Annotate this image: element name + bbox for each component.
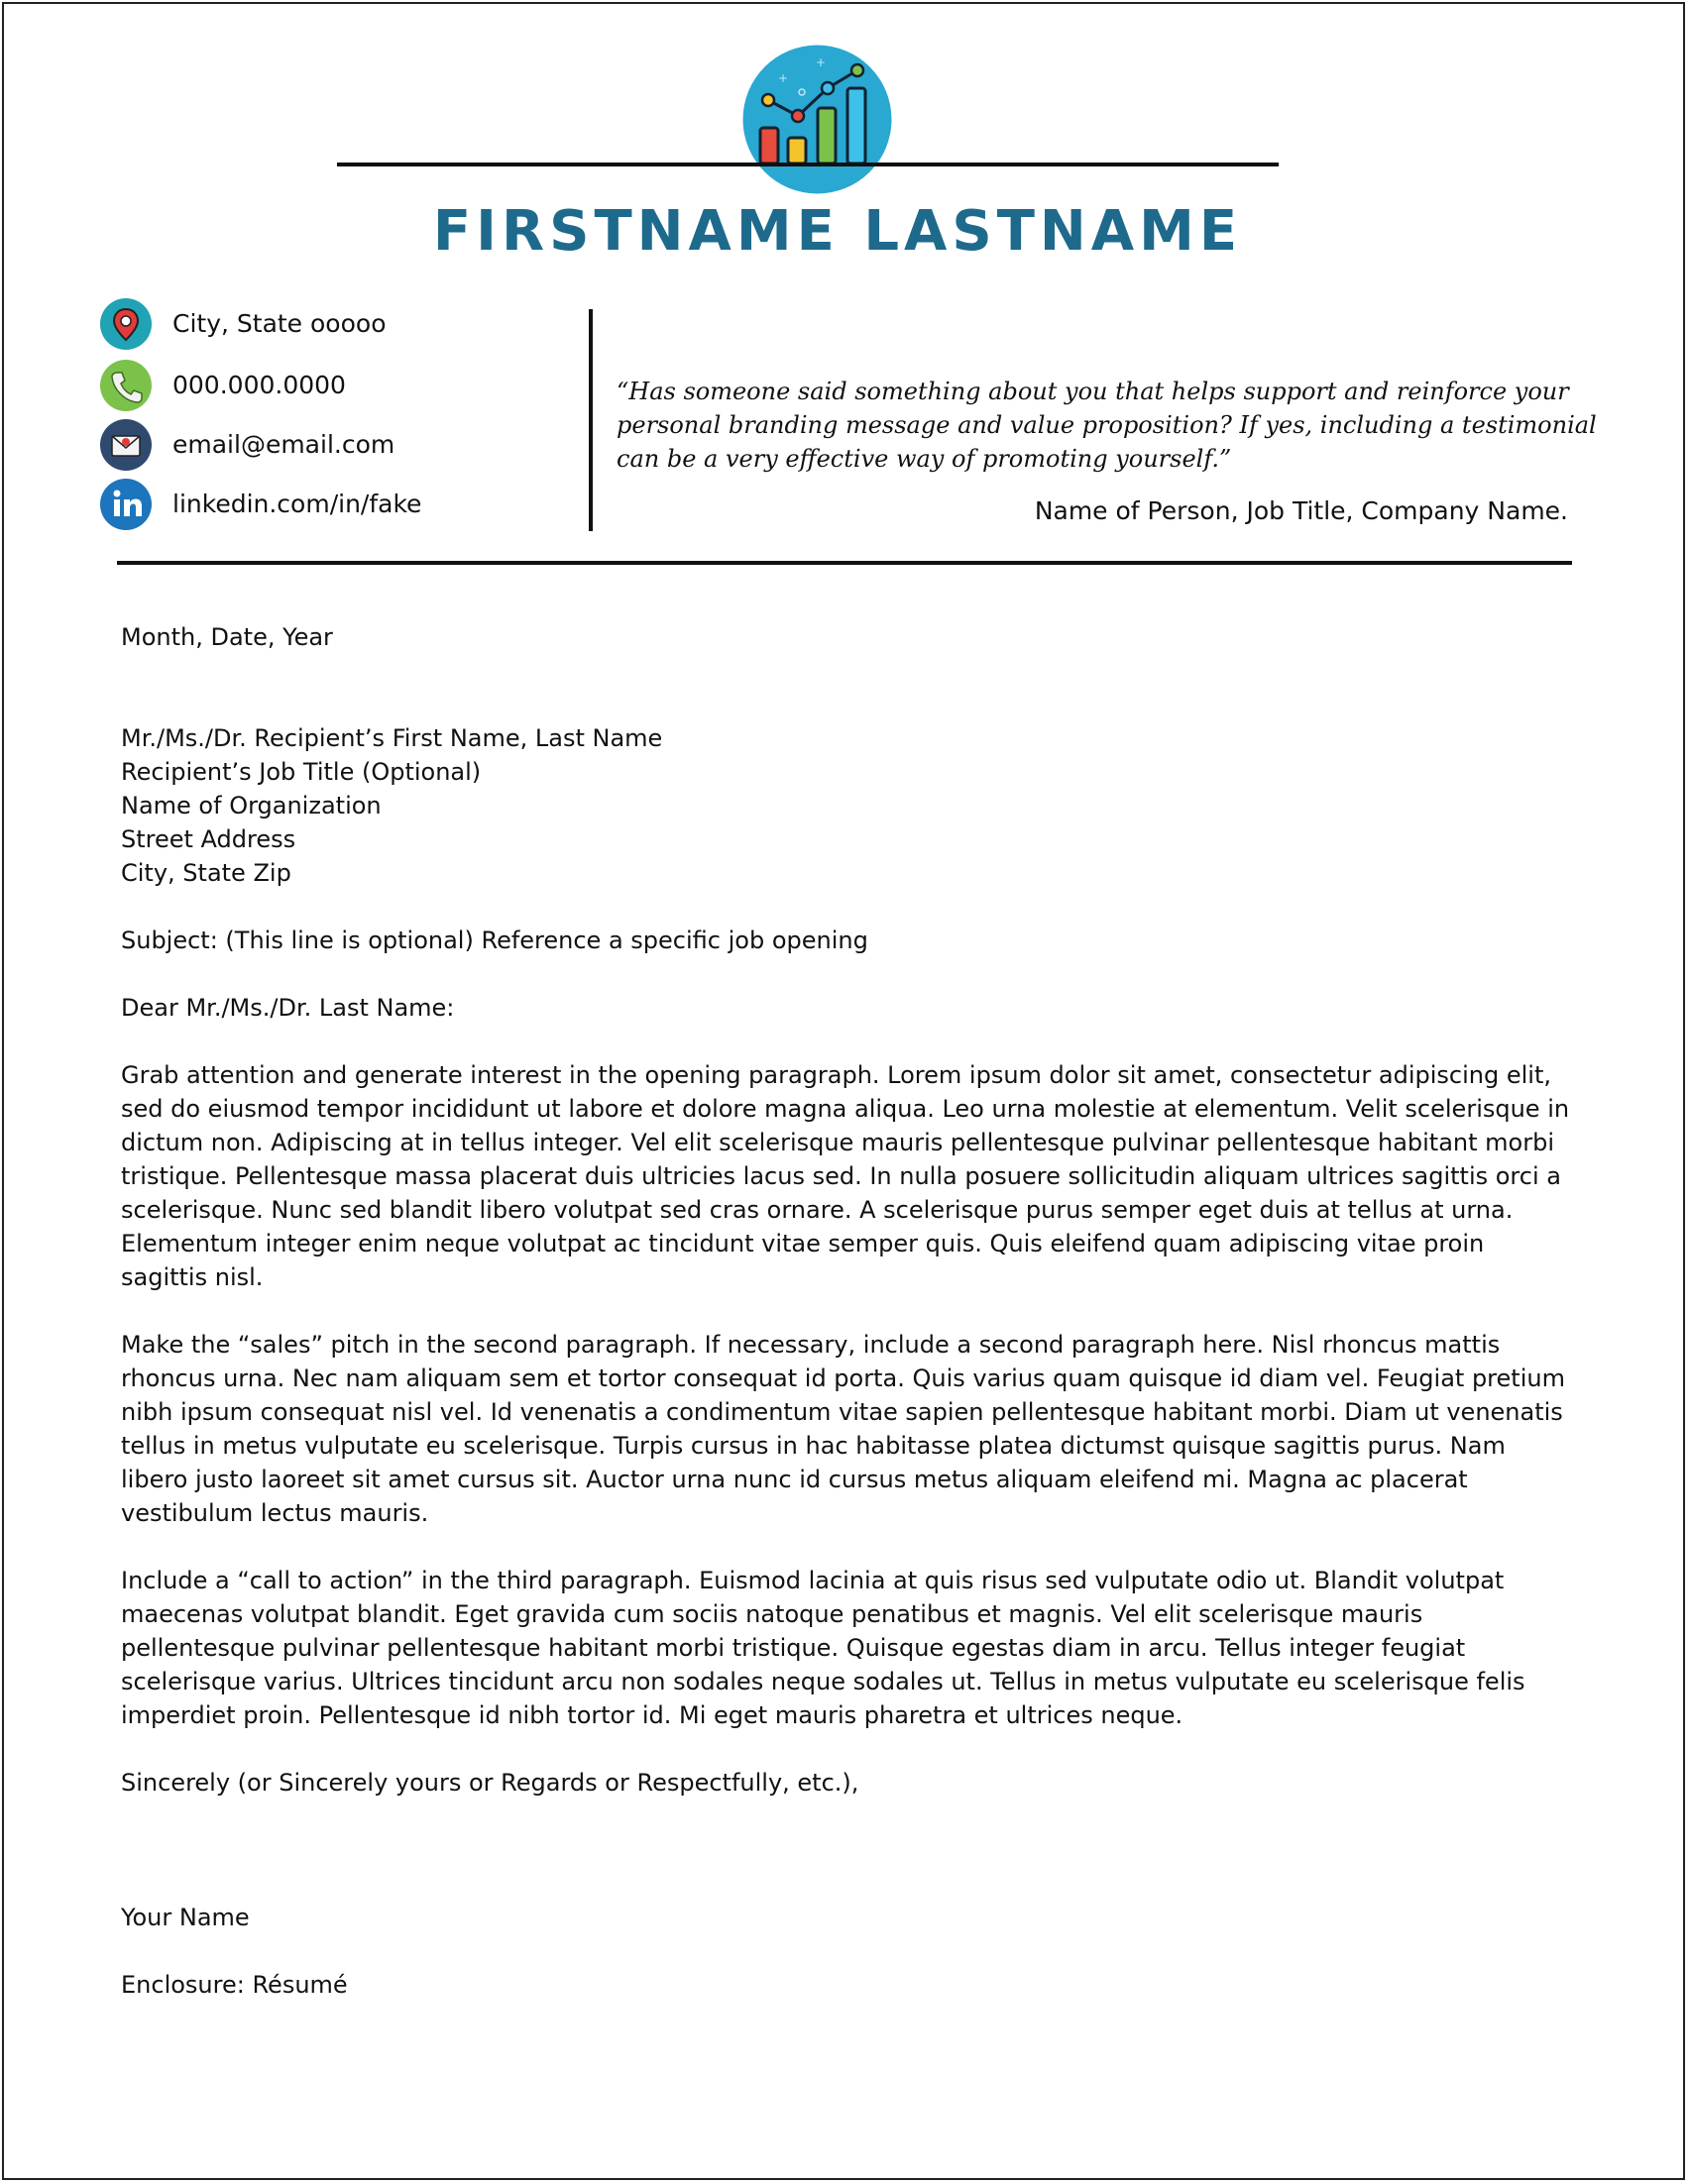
contact-item-phone bbox=[99, 359, 575, 410]
contact-email-text: email@email.com bbox=[172, 430, 395, 459]
svg-text:+: + bbox=[778, 71, 789, 85]
linkedin-icon bbox=[99, 478, 153, 531]
recipient-block bbox=[121, 721, 1570, 890]
letter-body bbox=[121, 620, 1570, 2002]
letter-closing: Sincerely (or Sincerely yours or Regards or Respectfully, etc.), bbox=[121, 1769, 859, 1797]
enclosure-line: Enclosure: Résumé bbox=[121, 1971, 348, 1999]
contact-linkedin-text: linkedin.com/in/fake bbox=[172, 490, 422, 518]
header-divider bbox=[337, 163, 1279, 166]
contact-divider bbox=[589, 309, 593, 531]
recipient-job-title: Recipient’s Job Title (Optional) bbox=[121, 758, 482, 786]
phone-icon bbox=[99, 359, 153, 412]
candidate-name: FIRSTNAME LASTNAME bbox=[432, 199, 1243, 264]
contact-item-location bbox=[99, 297, 575, 349]
letter-subject: Subject: (This line is optional) Reference a specific job opening bbox=[121, 927, 868, 954]
section-divider bbox=[117, 561, 1572, 565]
paragraph-pitch: Make the “sales” pitch in the second paragraph. If necessary, include a second paragraph here. Nisl rhoncus mattis rhoncus urna. Nec nam aliquam sem et tortor consequat id porta. Quis varius quam quisque id diam vel. Feugiat pretium nibh ipsum consequat nisl vel. Id venenatis a condimentum vitae sapien pellentesque habitant morbi. Diam ut venenatis tellus in metus vulputate eu scelerisque. Turpis cursus in hac habitasse platea dictumst quisque sagittis purus. Nam libero justo laoreet sit amet cursus sit. Auctor urna nunc id cursus metus aliquam eleifend mi. Magna ac placerat vestibulum lectus mauris. bbox=[121, 1331, 1565, 1527]
email-envelope-icon bbox=[99, 418, 153, 472]
bar-chart-logo-icon bbox=[740, 43, 894, 196]
signature-name: Your Name bbox=[121, 1904, 250, 1931]
contact-item-email bbox=[99, 418, 575, 470]
letter-date: Month, Date, Year bbox=[121, 623, 333, 651]
letter-salutation: Dear Mr./Ms./Dr. Last Name: bbox=[121, 994, 455, 1022]
paragraph-opening: Grab attention and generate interest in the opening paragraph. Lorem ipsum dolor sit amet, consectetur adipiscing elit, sed do eiusmod tempor incididunt ut labore et dolore magna aliqua. Leo urna molestie at elementum. Velit scelerisque in dictum non. Adipiscing at in tellus integer. Vel elit scelerisque mauris pellentesque pulvinar pellentesque habitant morbi tristique. Pellentesque massa placerat duis ultricies lacus sed. In nulla posuere sollicitudin aliquam ultrices sagittis orci a scelerisque. Nunc sed blandit libero volutpat sed cras ornare. A scelerisque purus semper eget duis at tellus at urna. Elementum integer enim neque volutpat ac tincidunt vitae semper quis. Quis eleifend quam adipiscing vitae proin sagittis nisl. bbox=[121, 1061, 1570, 1291]
recipient-city: City, State Zip bbox=[121, 859, 291, 887]
contact-phone-text: 000.000.0000 bbox=[172, 371, 346, 399]
contact-location-text: City, State ooooo bbox=[172, 309, 387, 338]
recipient-street: Street Address bbox=[121, 825, 296, 853]
testimonial-quote: “Has someone said something about you that helps support and reinforce your personal branding message and value proposition? If yes, including a testimonial can be a very effective way of promoting yourself.” bbox=[617, 378, 1597, 473]
recipient-organization: Name of Organization bbox=[121, 792, 382, 819]
testimonial-attribution: Name of Person, Job Title, Company Name. bbox=[1034, 496, 1568, 525]
svg-text:+: + bbox=[816, 55, 827, 69]
location-pin-icon bbox=[99, 297, 153, 351]
contact-item-linkedin bbox=[99, 478, 575, 529]
recipient-name: Mr./Ms./Dr. Recipient’s First Name, Last Name bbox=[121, 724, 663, 752]
paragraph-call-to-action: Include a “call to action” in the third paragraph. Euismod lacinia at quis risus sed vulputate odio ut. Blandit volutpat maecenas volutpat blandit. Eget gravida cum sociis natoque penatibus et magnis. Vel elit scelerisque mauris pellentesque pulvinar pellentesque habitant morbi tristique. Quisque egestas diam in arcu. Tellus integer feugiat scelerisque varius. Ultrices tincidunt arcu non sodales neque sodales ut. Tellus in metus vulputate eu scelerisque felis imperdiet proin. Pellentesque id nibh tortor id. Mi eget mauris pharetra et ultrices neque. bbox=[121, 1567, 1525, 1729]
